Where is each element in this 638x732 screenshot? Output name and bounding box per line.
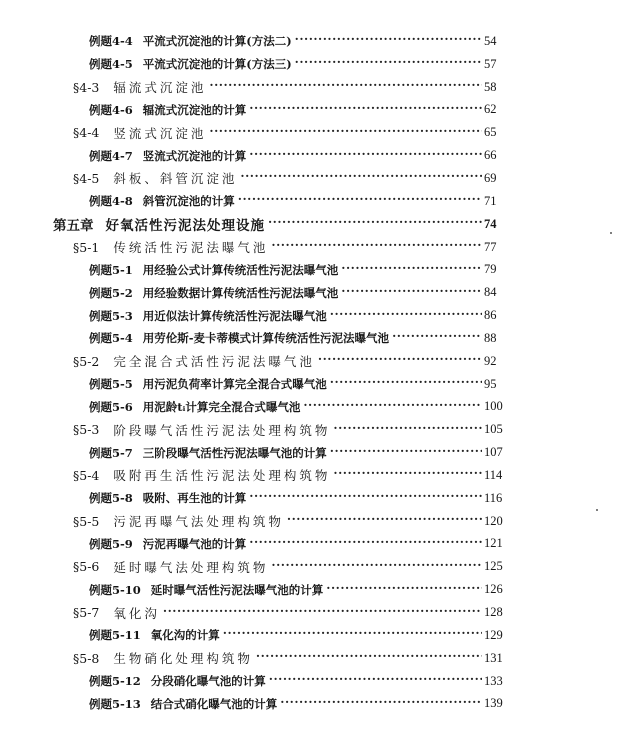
toc-entry-page-number: 120 bbox=[484, 513, 503, 528]
toc-entry-section bbox=[0, 350, 638, 373]
dot-leader bbox=[223, 628, 482, 642]
toc-entry-number: 例题5-4 bbox=[89, 331, 133, 346]
toc-entry-number: §4-3 bbox=[73, 79, 100, 95]
toc-entry-page-number: 69 bbox=[484, 170, 497, 185]
toc-entry-number: 例题5-11 bbox=[89, 628, 141, 643]
toc-entry-title: 完全混合式活性污泥法曝气池 bbox=[113, 354, 315, 370]
toc-entry-page-number: 139 bbox=[484, 696, 503, 711]
toc-entry-number: §5-8 bbox=[73, 650, 100, 666]
toc-entry-page-number: 131 bbox=[484, 650, 503, 665]
toc-entry-example bbox=[0, 304, 638, 327]
toc-entry-page-number: 105 bbox=[484, 422, 503, 437]
toc-entry-title: 平流式沉淀池的计算(方法二) bbox=[142, 34, 292, 49]
dot-leader bbox=[295, 34, 482, 48]
toc-entry-example bbox=[0, 144, 638, 167]
toc-entry-number: §5-4 bbox=[73, 467, 100, 483]
toc-entry-title: 吸附、再生池的计算 bbox=[142, 491, 247, 506]
toc-entry-title: 竖流式沉淀池的计算 bbox=[142, 148, 247, 163]
toc-entry-section bbox=[0, 236, 638, 259]
toc-entry-number: §4-4 bbox=[73, 125, 100, 141]
toc-entry-title: 阶段曝气活性污泥法处理构筑物 bbox=[113, 422, 331, 438]
dot-leader bbox=[249, 491, 482, 505]
toc-entry-number: 例题5-13 bbox=[89, 696, 141, 711]
toc-entry-number: 例题5-2 bbox=[89, 285, 133, 300]
toc-entry-page-number: 66 bbox=[484, 148, 497, 163]
toc-entry-title: 用经验数据计算传统活性污泥法曝气池 bbox=[142, 285, 339, 300]
dot-leader bbox=[333, 468, 482, 482]
toc-entry-number: §5-5 bbox=[73, 513, 100, 529]
toc-entry-page-number: 126 bbox=[484, 582, 503, 597]
toc-entry-section bbox=[0, 555, 638, 578]
toc-entry-title: 用劳伦斯-麦卡蒂模式计算传统活性污泥法曝气池 bbox=[142, 331, 390, 346]
toc-entry-title: 平流式沉淀池的计算(方法三) bbox=[142, 57, 292, 72]
toc-entry-example bbox=[0, 533, 638, 556]
toc-entry-number: 例题5-12 bbox=[89, 674, 141, 689]
toc-entry-page-number: 74 bbox=[484, 216, 497, 231]
toc-entry-chapter bbox=[0, 213, 638, 236]
toc-entry-title: 用污泥负荷率计算完全混合式曝气池 bbox=[142, 377, 327, 392]
dot-leader bbox=[295, 57, 482, 71]
toc-entry-title: 斜管沉淀池的计算 bbox=[142, 194, 235, 209]
toc-entry-number: 例题5-9 bbox=[89, 536, 133, 551]
toc-entry-page-number: 100 bbox=[484, 399, 503, 414]
toc-entry-title: 结合式硝化曝气池的计算 bbox=[150, 696, 278, 711]
dot-leader bbox=[330, 309, 482, 323]
toc-entry-page-number: 116 bbox=[484, 490, 503, 505]
toc-entry-number: 例题4-4 bbox=[89, 34, 133, 49]
dot-leader bbox=[318, 354, 482, 368]
toc-entry-number: 例题5-6 bbox=[89, 399, 133, 414]
toc-entry-example bbox=[0, 99, 638, 122]
dot-leader bbox=[238, 194, 482, 208]
dot-leader bbox=[249, 149, 482, 163]
dot-leader bbox=[326, 583, 482, 597]
dot-leader bbox=[341, 286, 482, 300]
dot-leader bbox=[271, 240, 482, 254]
toc-entry-number: 例题4-8 bbox=[89, 194, 133, 209]
toc-entry-example bbox=[0, 396, 638, 419]
scan-speck bbox=[610, 232, 612, 234]
toc-entry-page-number: 125 bbox=[484, 559, 503, 574]
toc-entry-title: 用近似法计算传统活性污泥法曝气池 bbox=[142, 308, 327, 323]
toc-entry-title: 辐流式沉淀池的计算 bbox=[142, 102, 247, 117]
toc-entry-section bbox=[0, 418, 638, 441]
dot-leader bbox=[303, 400, 482, 414]
toc-entry-number: 例题5-10 bbox=[89, 582, 141, 597]
toc-entry-title: 辐流式沉淀池 bbox=[113, 80, 207, 96]
toc-entry-page-number: 114 bbox=[484, 467, 503, 482]
toc-entry-example bbox=[0, 281, 638, 304]
toc-entry-title: 用泥龄tᵢ计算完全混合式曝气池 bbox=[142, 399, 301, 414]
dot-leader bbox=[269, 674, 482, 688]
toc-entry-title: 竖流式沉淀池 bbox=[113, 125, 207, 141]
toc-entry-page-number: 84 bbox=[484, 285, 497, 300]
toc-entry-page-number: 133 bbox=[484, 673, 503, 688]
toc-entry-title: 好氧活性污泥法处理设施 bbox=[105, 218, 265, 235]
toc-entry-title: 吸附再生活性污泥法处理构筑物 bbox=[113, 468, 331, 484]
toc-entry-page-number: 54 bbox=[484, 33, 497, 48]
toc-entry-example bbox=[0, 624, 638, 647]
toc-entry-number: §4-5 bbox=[73, 170, 100, 186]
dot-leader bbox=[392, 331, 482, 345]
toc-entry-number: §5-3 bbox=[73, 422, 100, 438]
toc-entry-section bbox=[0, 121, 638, 144]
toc-entry-title: 三阶段曝气活性污泥法曝气池的计算 bbox=[142, 445, 327, 460]
toc-entry-example bbox=[0, 258, 638, 281]
toc-entry-number: §5-6 bbox=[73, 559, 100, 575]
toc-entry-number: 例题5-3 bbox=[89, 308, 133, 323]
toc-entry-title: 斜板、斜管沉淀池 bbox=[113, 171, 238, 187]
dot-leader bbox=[330, 446, 482, 460]
toc-entry-page-number: 58 bbox=[484, 79, 497, 94]
toc-entry-section bbox=[0, 510, 638, 533]
toc-entry-example bbox=[0, 190, 638, 213]
toc-entry-page-number: 71 bbox=[484, 193, 497, 208]
toc-entry-example bbox=[0, 487, 638, 510]
toc-entry-page-number: 128 bbox=[484, 605, 503, 620]
toc-entry-page-number: 79 bbox=[484, 262, 497, 277]
toc-entry-number: §5-7 bbox=[73, 605, 100, 621]
scan-speck bbox=[596, 509, 598, 511]
dot-leader bbox=[280, 697, 482, 711]
toc-entry-number: 例题4-7 bbox=[89, 148, 133, 163]
dot-leader bbox=[287, 514, 482, 528]
toc-entry-number: 例题5-8 bbox=[89, 491, 133, 506]
dot-leader bbox=[163, 606, 482, 620]
toc-entry-section bbox=[0, 647, 638, 670]
toc-entry-page-number: 77 bbox=[484, 239, 497, 254]
toc-entry-example bbox=[0, 30, 638, 53]
toc-entry-example bbox=[0, 53, 638, 76]
toc-entry-example bbox=[0, 441, 638, 464]
toc-entry-page-number: 107 bbox=[484, 445, 503, 460]
toc-entry-title: 用经验公式计算传统活性污泥法曝气池 bbox=[142, 262, 339, 277]
dot-leader bbox=[249, 103, 482, 117]
toc-entry-section bbox=[0, 464, 638, 487]
dot-leader bbox=[341, 263, 482, 277]
toc-entry-page-number: 65 bbox=[484, 125, 497, 140]
toc-entry-example bbox=[0, 327, 638, 350]
toc-entry-page-number: 95 bbox=[484, 376, 497, 391]
toc-entry-title: 氧化沟 bbox=[113, 605, 160, 621]
dot-leader bbox=[268, 217, 482, 231]
toc-entry-title: 氧化沟的计算 bbox=[150, 628, 220, 643]
toc-entry-example bbox=[0, 670, 638, 693]
dot-leader bbox=[333, 423, 482, 437]
toc-entry-number: §5-2 bbox=[73, 353, 100, 369]
dot-leader bbox=[256, 651, 482, 665]
toc-entry-example bbox=[0, 373, 638, 396]
toc-entry-title: 污泥再曝气池的计算 bbox=[142, 536, 247, 551]
toc-entry-title: 污泥再曝气法处理构筑物 bbox=[113, 514, 284, 530]
toc-entry-title: 延时曝气法处理构筑物 bbox=[113, 559, 269, 575]
dot-leader bbox=[240, 171, 482, 185]
dot-leader bbox=[209, 126, 482, 140]
toc-entry-title: 分段硝化曝气池的计算 bbox=[150, 674, 266, 689]
toc-entry-page-number: 121 bbox=[484, 536, 503, 551]
toc-entry-example bbox=[0, 692, 638, 715]
dot-leader bbox=[249, 537, 482, 551]
toc-entry-page-number: 57 bbox=[484, 56, 497, 71]
dot-leader bbox=[271, 560, 482, 574]
dot-leader bbox=[330, 377, 482, 391]
toc-entry-number: 例题5-1 bbox=[89, 262, 133, 277]
toc-entry-number: 第五章 bbox=[53, 218, 94, 235]
toc-entry-number: 例题4-5 bbox=[89, 57, 133, 72]
toc-entry-section bbox=[0, 76, 638, 99]
toc-entry-page-number: 86 bbox=[484, 308, 497, 323]
toc-entry-page-number: 92 bbox=[484, 353, 497, 368]
toc-entry-number: §5-1 bbox=[73, 239, 100, 255]
toc-entry-title: 传统活性污泥法曝气池 bbox=[113, 240, 269, 256]
toc-entry-example bbox=[0, 578, 638, 601]
toc-entry-number: 例题5-7 bbox=[89, 445, 133, 460]
dot-leader bbox=[209, 80, 482, 94]
table-of-contents bbox=[0, 30, 638, 715]
toc-entry-number: 例题4-6 bbox=[89, 102, 133, 117]
toc-entry-page-number: 88 bbox=[484, 330, 497, 345]
toc-entry-section bbox=[0, 601, 638, 624]
toc-entry-title: 延时曝气活性污泥法曝气池的计算 bbox=[150, 582, 324, 597]
toc-entry-number: 例题5-5 bbox=[89, 377, 133, 392]
toc-entry-title: 生物硝化处理构筑物 bbox=[113, 651, 253, 667]
toc-entry-page-number: 129 bbox=[484, 627, 503, 642]
toc-entry-page-number: 62 bbox=[484, 102, 497, 117]
toc-entry-section bbox=[0, 167, 638, 190]
